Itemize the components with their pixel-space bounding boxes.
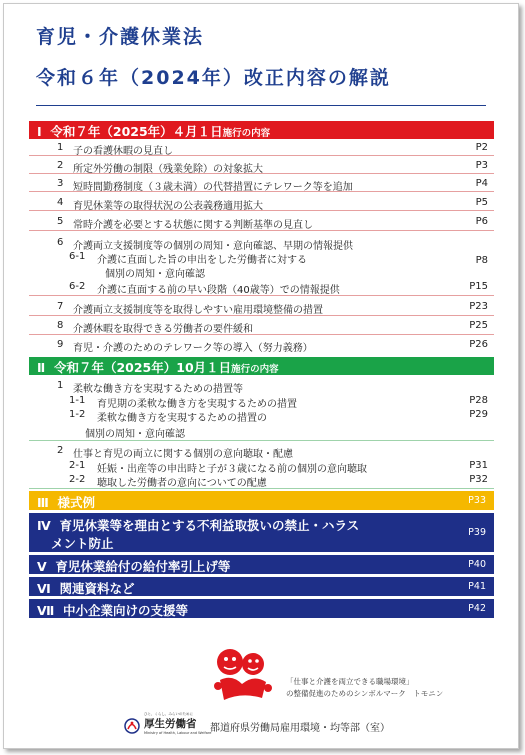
section-6-band[interactable]: Ⅵ 関連資料など P41 (29, 577, 494, 596)
section-1-heading: 令和７年（2025年）４月１日 (50, 124, 223, 139)
section-2-header (29, 357, 494, 375)
toc-item-1-6-2[interactable]: 6-2 介護に直面する前の早い段階（40歳等）での情報提供 P15 (29, 281, 494, 296)
section-3-band[interactable]: Ⅲ 様式例 P33 (29, 491, 494, 510)
mhlw-tagline: ひと、くらし、みらいのために (144, 712, 193, 716)
toc-item-2-1-2[interactable]: 1-2 柔軟な働き方を実現するための措置の 個別の周知・意向確認 P29 (29, 409, 494, 441)
tomonin-mascot-icon (210, 640, 276, 706)
section-5-band[interactable]: Ⅴ 育児休業給付の給付率引上げ等 P40 (29, 555, 494, 574)
mascot-caption-1: 「仕事と介護を両立できる職場環境」 (286, 677, 414, 686)
section-1-numeral: Ⅰ (37, 124, 42, 139)
toc-item-2-1-1[interactable]: 1-1 育児期の柔軟な働き方を実現するための措置 P28 (69, 395, 488, 410)
toc-item-1-2[interactable]: 2 所定外労働の制限（残業免除）の対象拡大 P3 (29, 160, 494, 174)
toc-item-2-2[interactable]: 2 仕事と育児の両立に関する個別の意向聴取・配慮 (57, 445, 293, 460)
section-4-band[interactable]: Ⅳ 育児休業等を理由とする不利益取扱いの禁止・ハラス メント防止 P39 (29, 513, 494, 552)
toc-item-1-4[interactable]: 4 育児休業等の取得状況の公表義務適用拡大 P5 (29, 197, 494, 211)
document-page (3, 3, 519, 749)
title-line-1: 育児・介護休業法 (36, 26, 205, 48)
toc-item-1-3[interactable]: 3 短時間勤務制度（３歳未満）の代替措置にテレワーク等を追加 P4 (29, 178, 494, 192)
section-2-numeral: Ⅱ (37, 360, 46, 375)
toc-item-2-1[interactable]: 1 柔軟な働き方を実現するための措置等 (57, 380, 243, 395)
toc-item-1-7[interactable]: 7 介護両立支援制度等を取得しやすい雇用環境整備の措置 P23 (29, 301, 494, 316)
title-line-2: 令和６年（2024年）改正内容の解説 (36, 67, 391, 89)
mhlw-logo-icon (124, 717, 140, 735)
section-1-header (29, 121, 494, 139)
section-2-heading: 令和７年（2025年）10月１日 (53, 360, 232, 375)
toc-item-1-9[interactable]: 9 育児・介護のためのテレワーク等の導入（努力義務） P26 (57, 339, 488, 354)
bureau-name: 都道府県労働局雇用環境・均等部（室） (210, 723, 390, 734)
toc-item-1-6-1[interactable]: 6-1 介護に直面した旨の申出をした労働者に対する 個別の周知・意向確認 P8 (69, 251, 488, 280)
section-2-suffix: 施行の内容 (231, 364, 279, 375)
mascot-caption-2: の整備促進のためのシンボルマーク トモニン (286, 689, 444, 698)
title-divider (36, 105, 486, 106)
mhlw-name: 厚生労働省 (144, 718, 197, 730)
toc-item-1-5[interactable]: 5 常時介護を必要とする状態に関する判断基準の見直し P6 (29, 216, 494, 231)
toc-item-1-1[interactable]: 1 子の看護休暇の見直し P2 (29, 142, 494, 156)
section-1-suffix: 施行の内容 (222, 128, 271, 139)
toc-item-1-6[interactable]: 6 介護両立支援制度等の個別の周知・意向確認、早期の情報提供 (57, 237, 353, 252)
toc-item-2-2-1[interactable]: 2-1 妊娠・出産等の申出時と子が３歳になる前の個別の意向聴取 P31 (69, 460, 488, 475)
section-7-band[interactable]: Ⅶ 中小企業向けの支援等 P42 (29, 599, 494, 618)
toc-item-1-8[interactable]: 8 介護休暇を取得できる労働者の要件緩和 P25 (29, 320, 494, 335)
mhlw-name-en: Ministry of Health, Labour and Welfare (144, 731, 212, 735)
toc-item-2-2-2[interactable]: 2-2 聴取した労働者の意向についての配慮 P32 (29, 474, 494, 489)
